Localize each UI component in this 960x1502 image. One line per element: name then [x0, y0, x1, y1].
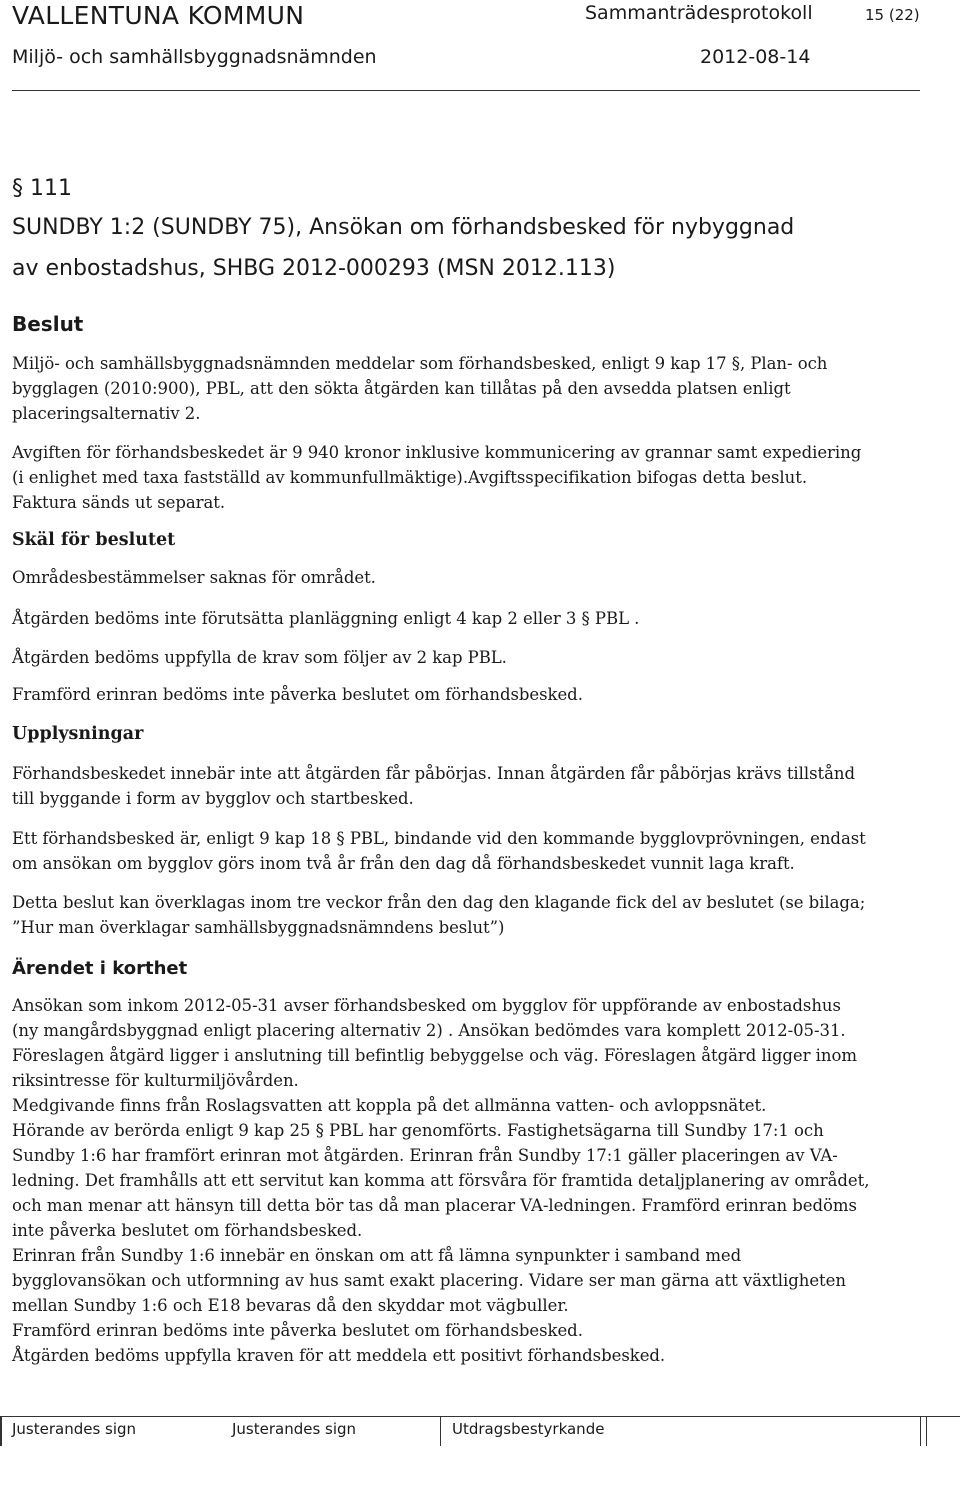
document-type: Sammanträdesprotokoll	[585, 2, 813, 24]
arendet-line: Erinran från Sundby 1:6 innebär en önskan om att få lämna synpunkter i samband med	[12, 1246, 742, 1265]
upplysningar-p3-line: ”Hur man överklagar samhällsbyggnadsnämndens beslut”)	[12, 918, 505, 937]
beslut-p2-line: Avgiften för förhandsbeskedet är 9 940 kronor inklusive kommunicering av grannar samt expediering	[12, 443, 862, 462]
skal-line: Åtgärden bedöms uppfylla de krav som följer av 2 kap PBL.	[12, 648, 507, 667]
arendet-line: bygglovansökan och utformning av hus samt exakt placering. Vidare ser man gärna att växtligheten	[12, 1271, 846, 1290]
arendet-line: Medgivande finns från Roslagsvatten att koppla på det allmänna vatten- och avloppsnätet.	[12, 1096, 767, 1115]
footer-column-divider	[920, 1416, 921, 1446]
footer-extract: Utdragsbestyrkande	[452, 1420, 605, 1438]
skal-line: Åtgärden bedöms inte förutsätta planläggning enligt 4 kap 2 eller 3 § PBL .	[12, 609, 640, 628]
arendet-line: inte påverka beslutet om förhandsbesked.	[12, 1221, 363, 1240]
footer-sign-1: Justerandes sign	[12, 1420, 137, 1438]
arendet-line: Föreslagen åtgärd ligger i anslutning till befintlig bebyggelse och väg. Föreslagen åtgärd ligger inom	[12, 1046, 857, 1065]
arendet-heading: Ärendet i korthet	[12, 958, 188, 979]
paragraph-symbol: §	[12, 176, 23, 201]
page-number: 15 (22)	[865, 6, 920, 24]
footer-divider	[0, 1416, 960, 1417]
arendet-line: Framförd erinran bedöms inte påverka beslutet om förhandsbesked.	[12, 1321, 583, 1340]
board-name: Miljö- och samhällsbyggnadsnämnden	[12, 46, 377, 68]
upplysningar-p2-line: om ansökan om bygglov görs inom två år från den dag då förhandsbeskedet vunnit laga kraft.	[12, 854, 795, 873]
arendet-line: ledning. Det framhålls att ett servitut kan komma att försvåra för framtida detaljplanering av området,	[12, 1171, 870, 1190]
arendet-line: Hörande av berörda enligt 9 kap 25 § PBL har genomförts. Fastighetsägarna till Sundby 17:1 och	[12, 1121, 824, 1140]
upplysningar-p3-line: Detta beslut kan överklagas inom tre veckor från den dag den klagande fick del av beslutet (se bilaga;	[12, 893, 866, 912]
skal-line: Områdesbestämmelser saknas för området.	[12, 568, 376, 587]
beslut-p2-line: (i enlighet med taxa fastställd av kommunfullmäktige).Avgiftsspecifikation bifogas detta beslut.	[12, 468, 808, 487]
beslut-p1-line: Miljö- och samhällsbyggnadsnämnden meddelar som förhandsbesked, enligt 9 kap 17 §, Plan- och	[12, 354, 828, 373]
arendet-line: Åtgärden bedöms uppfylla kraven för att meddela ett positivt förhandsbesked.	[12, 1346, 666, 1365]
arendet-line: och man menar att hänsyn till detta bör tas då man placerar VA-ledningen. Framförd erinran bedöms	[12, 1196, 857, 1215]
organization-name: VALLENTUNA KOMMUN	[12, 1, 305, 30]
beslut-p2-line: Faktura sänds ut separat.	[12, 493, 226, 512]
header-divider	[12, 90, 920, 91]
footer-sign-2: Justerandes sign	[232, 1420, 357, 1438]
skal-heading: Skäl för beslutet	[12, 530, 176, 550]
paragraph-number-value: 111	[30, 176, 72, 201]
beslut-p1-line: placeringsalternativ 2.	[12, 404, 201, 423]
arendet-line: Ansökan som inkom 2012-05-31 avser förhandsbesked om bygglov för uppförande av enbostadshus	[12, 996, 841, 1015]
upplysningar-p1-line: Förhandsbeskedet innebär inte att åtgärden får påbörjas. Innan åtgärden får påbörjas krävs tillstånd	[12, 764, 855, 783]
footer-column-divider	[926, 1416, 927, 1446]
arendet-line: mellan Sundby 1:6 och E18 bevaras då den skyddar mot vägbuller.	[12, 1296, 569, 1315]
beslut-heading: Beslut	[12, 312, 84, 336]
upplysningar-p2-line: Ett förhandsbesked är, enligt 9 kap 18 § PBL, bindande vid den kommande bygglovprövningen, endast	[12, 829, 866, 848]
upplysningar-heading: Upplysningar	[12, 724, 144, 744]
arendet-line: riksintresse för kulturmiljövården.	[12, 1071, 299, 1090]
meeting-date: 2012-08-14	[700, 46, 811, 68]
beslut-p1-line: bygglagen (2010:900), PBL, att den sökta åtgärden kan tillåtas på den avsedda platsen enligt	[12, 379, 791, 398]
skal-line: Framförd erinran bedöms inte påverka beslutet om förhandsbesked.	[12, 685, 583, 704]
case-title-line-2: av enbostadshus, SHBG 2012-000293 (MSN 2012.113)	[12, 256, 616, 281]
arendet-line: (ny mangårdsbyggnad enligt placering alternativ 2) . Ansökan bedömdes vara komplett 2012-05-31.	[12, 1021, 846, 1040]
paragraph-number	[12, 176, 72, 201]
arendet-line: Sundby 1:6 har framfört erinran mot åtgärden. Erinran från Sundby 17:1 gäller placeringen av VA-	[12, 1146, 838, 1165]
upplysningar-p1-line: till byggande i form av bygglov och startbesked.	[12, 789, 414, 808]
case-title-line-1: SUNDBY 1:2 (SUNDBY 75), Ansökan om förhandsbesked för nybyggnad	[12, 215, 795, 240]
footer-column-divider	[1, 1416, 2, 1446]
footer-column-divider	[440, 1416, 441, 1446]
